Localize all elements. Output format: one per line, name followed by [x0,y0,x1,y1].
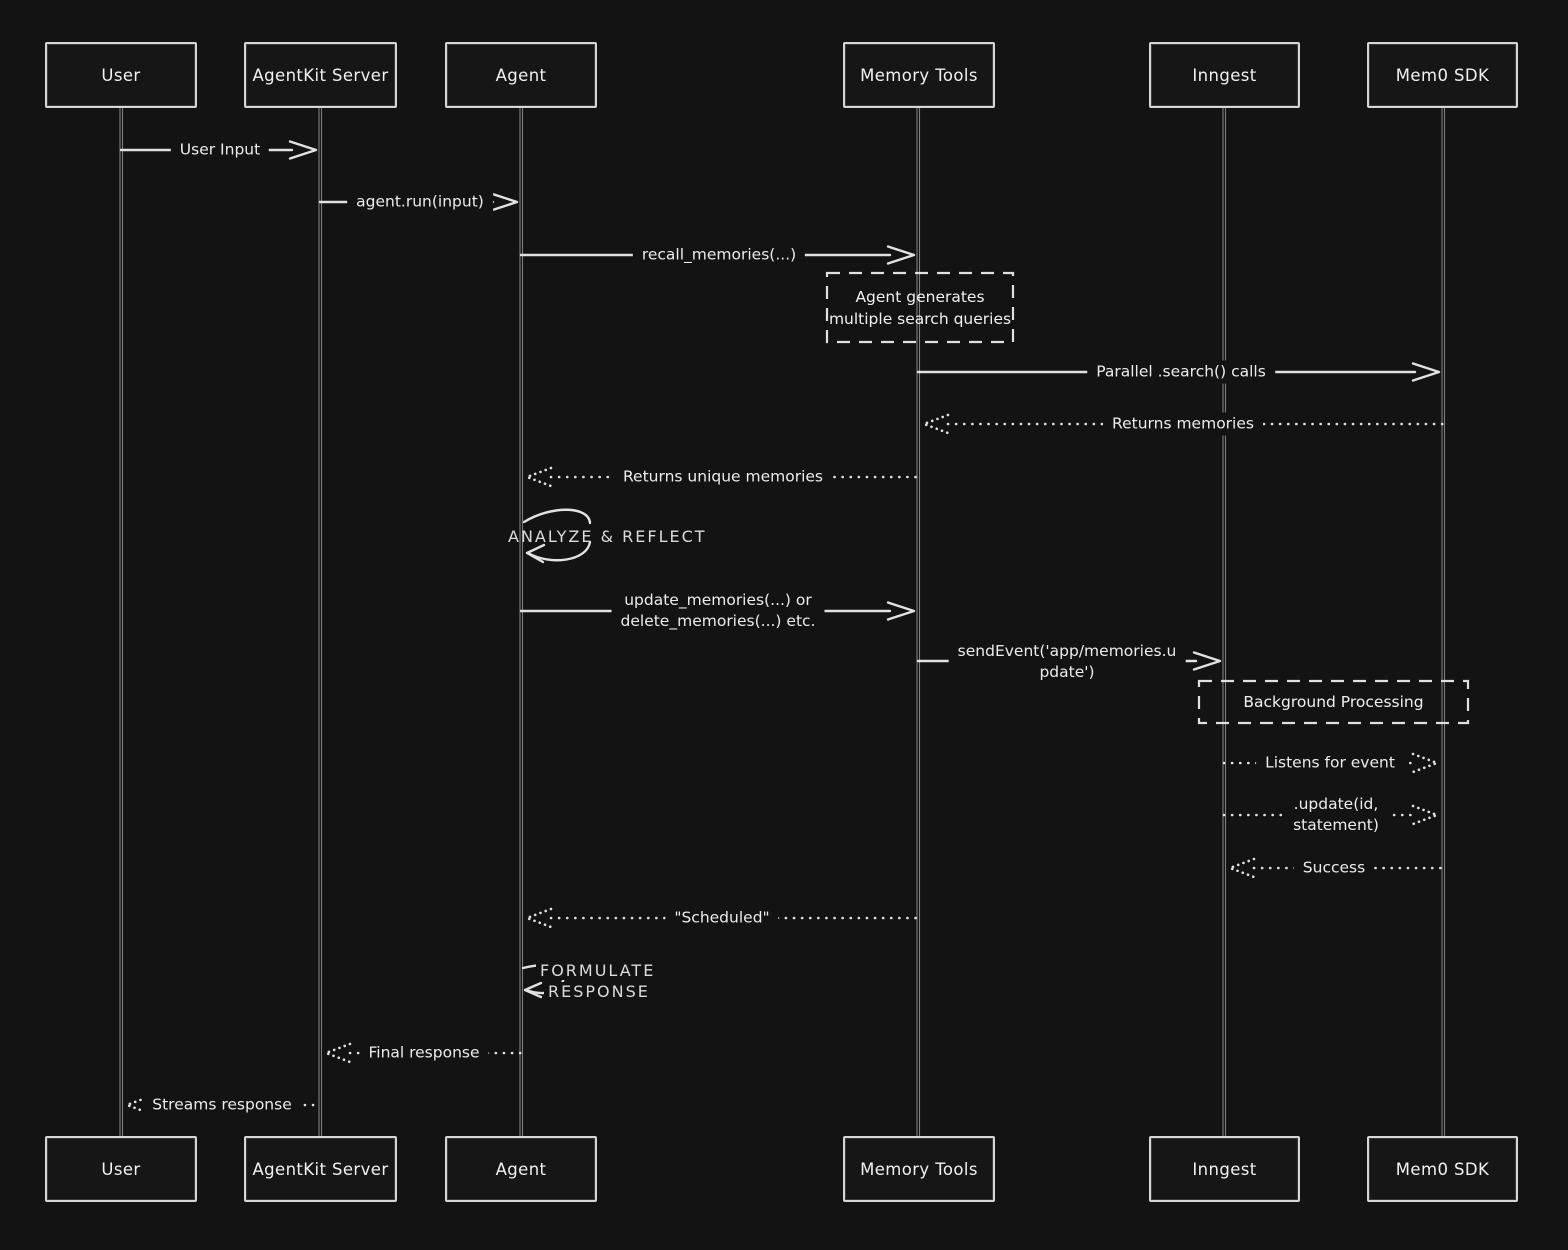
participant-mem0-sdk-top: Mem0 SDK [1367,42,1518,108]
participant-user-top: User [45,42,197,108]
message-label-streams-response: Streams response [143,1094,301,1117]
message-label-line: sendEvent('app/memories.u [957,642,1177,660]
participant-agentkit-server-top: AgentKit Server [244,42,397,108]
participant-agent-bottom: Agent [445,1136,597,1202]
note-line: Background Processing [1243,693,1424,711]
lifeline-user [120,108,123,1137]
message-label-final-response: Final response [359,1042,488,1065]
message-label-update-delete-memories [612,589,825,633]
participant-mem0-sdk-bottom: Mem0 SDK [1367,1136,1518,1202]
message-label-returns-memories: Returns memories [1103,413,1263,436]
participant-memory-tools-bottom: Memory Tools [843,1136,995,1202]
lifeline-inngest [1223,108,1226,1137]
lifeline-agentkit-server [319,108,322,1137]
message-label-user-input: User Input [171,139,269,162]
message-label-line: update_memories(...) or [624,591,812,609]
message-label-parallel-search: Parallel .search() calls [1087,361,1275,384]
message-label-line: .update(id, [1293,795,1379,813]
message-label-scheduled: "Scheduled" [665,907,778,930]
participant-agent-top: Agent [445,42,597,108]
participant-memory-tools-top: Memory Tools [843,42,995,108]
self-message-label-response: RESPONSE [544,982,654,1001]
message-label-line: pdate') [1039,663,1095,681]
message-label-returns-unique-memories: Returns unique memories [614,466,832,489]
note-search-queries [827,273,1013,342]
lifeline-agent [520,108,523,1137]
note-line: multiple search queries [828,309,1012,328]
message-label-send-event [949,640,1186,684]
message-label-recall-memories: recall_memories(...) [633,244,805,267]
message-label-update-id-statement [1284,793,1388,837]
lifeline-mem0-sdk [1442,108,1445,1137]
self-message-label-formulate: FORMULATE [536,961,659,980]
lifeline-memory-tools [917,108,920,1137]
message-label-line: delete_memories(...) etc. [620,612,816,630]
message-label-line: statement) [1293,816,1379,834]
participant-user-bottom: User [45,1136,197,1202]
participant-agentkit-server-bottom: AgentKit Server [244,1136,397,1202]
note-background-processing [1199,681,1468,723]
note-line: Agent generates [855,287,985,306]
message-label-listens-for-event: Listens for event [1256,752,1404,775]
message-label-agent-run: agent.run(input) [347,191,493,214]
participant-inngest-bottom: Inngest [1149,1136,1300,1202]
self-message-label-analyze-reflect: ANALYZE & REFLECT [508,527,707,546]
participant-inngest-top: Inngest [1149,42,1300,108]
message-label-success: Success [1294,857,1374,880]
